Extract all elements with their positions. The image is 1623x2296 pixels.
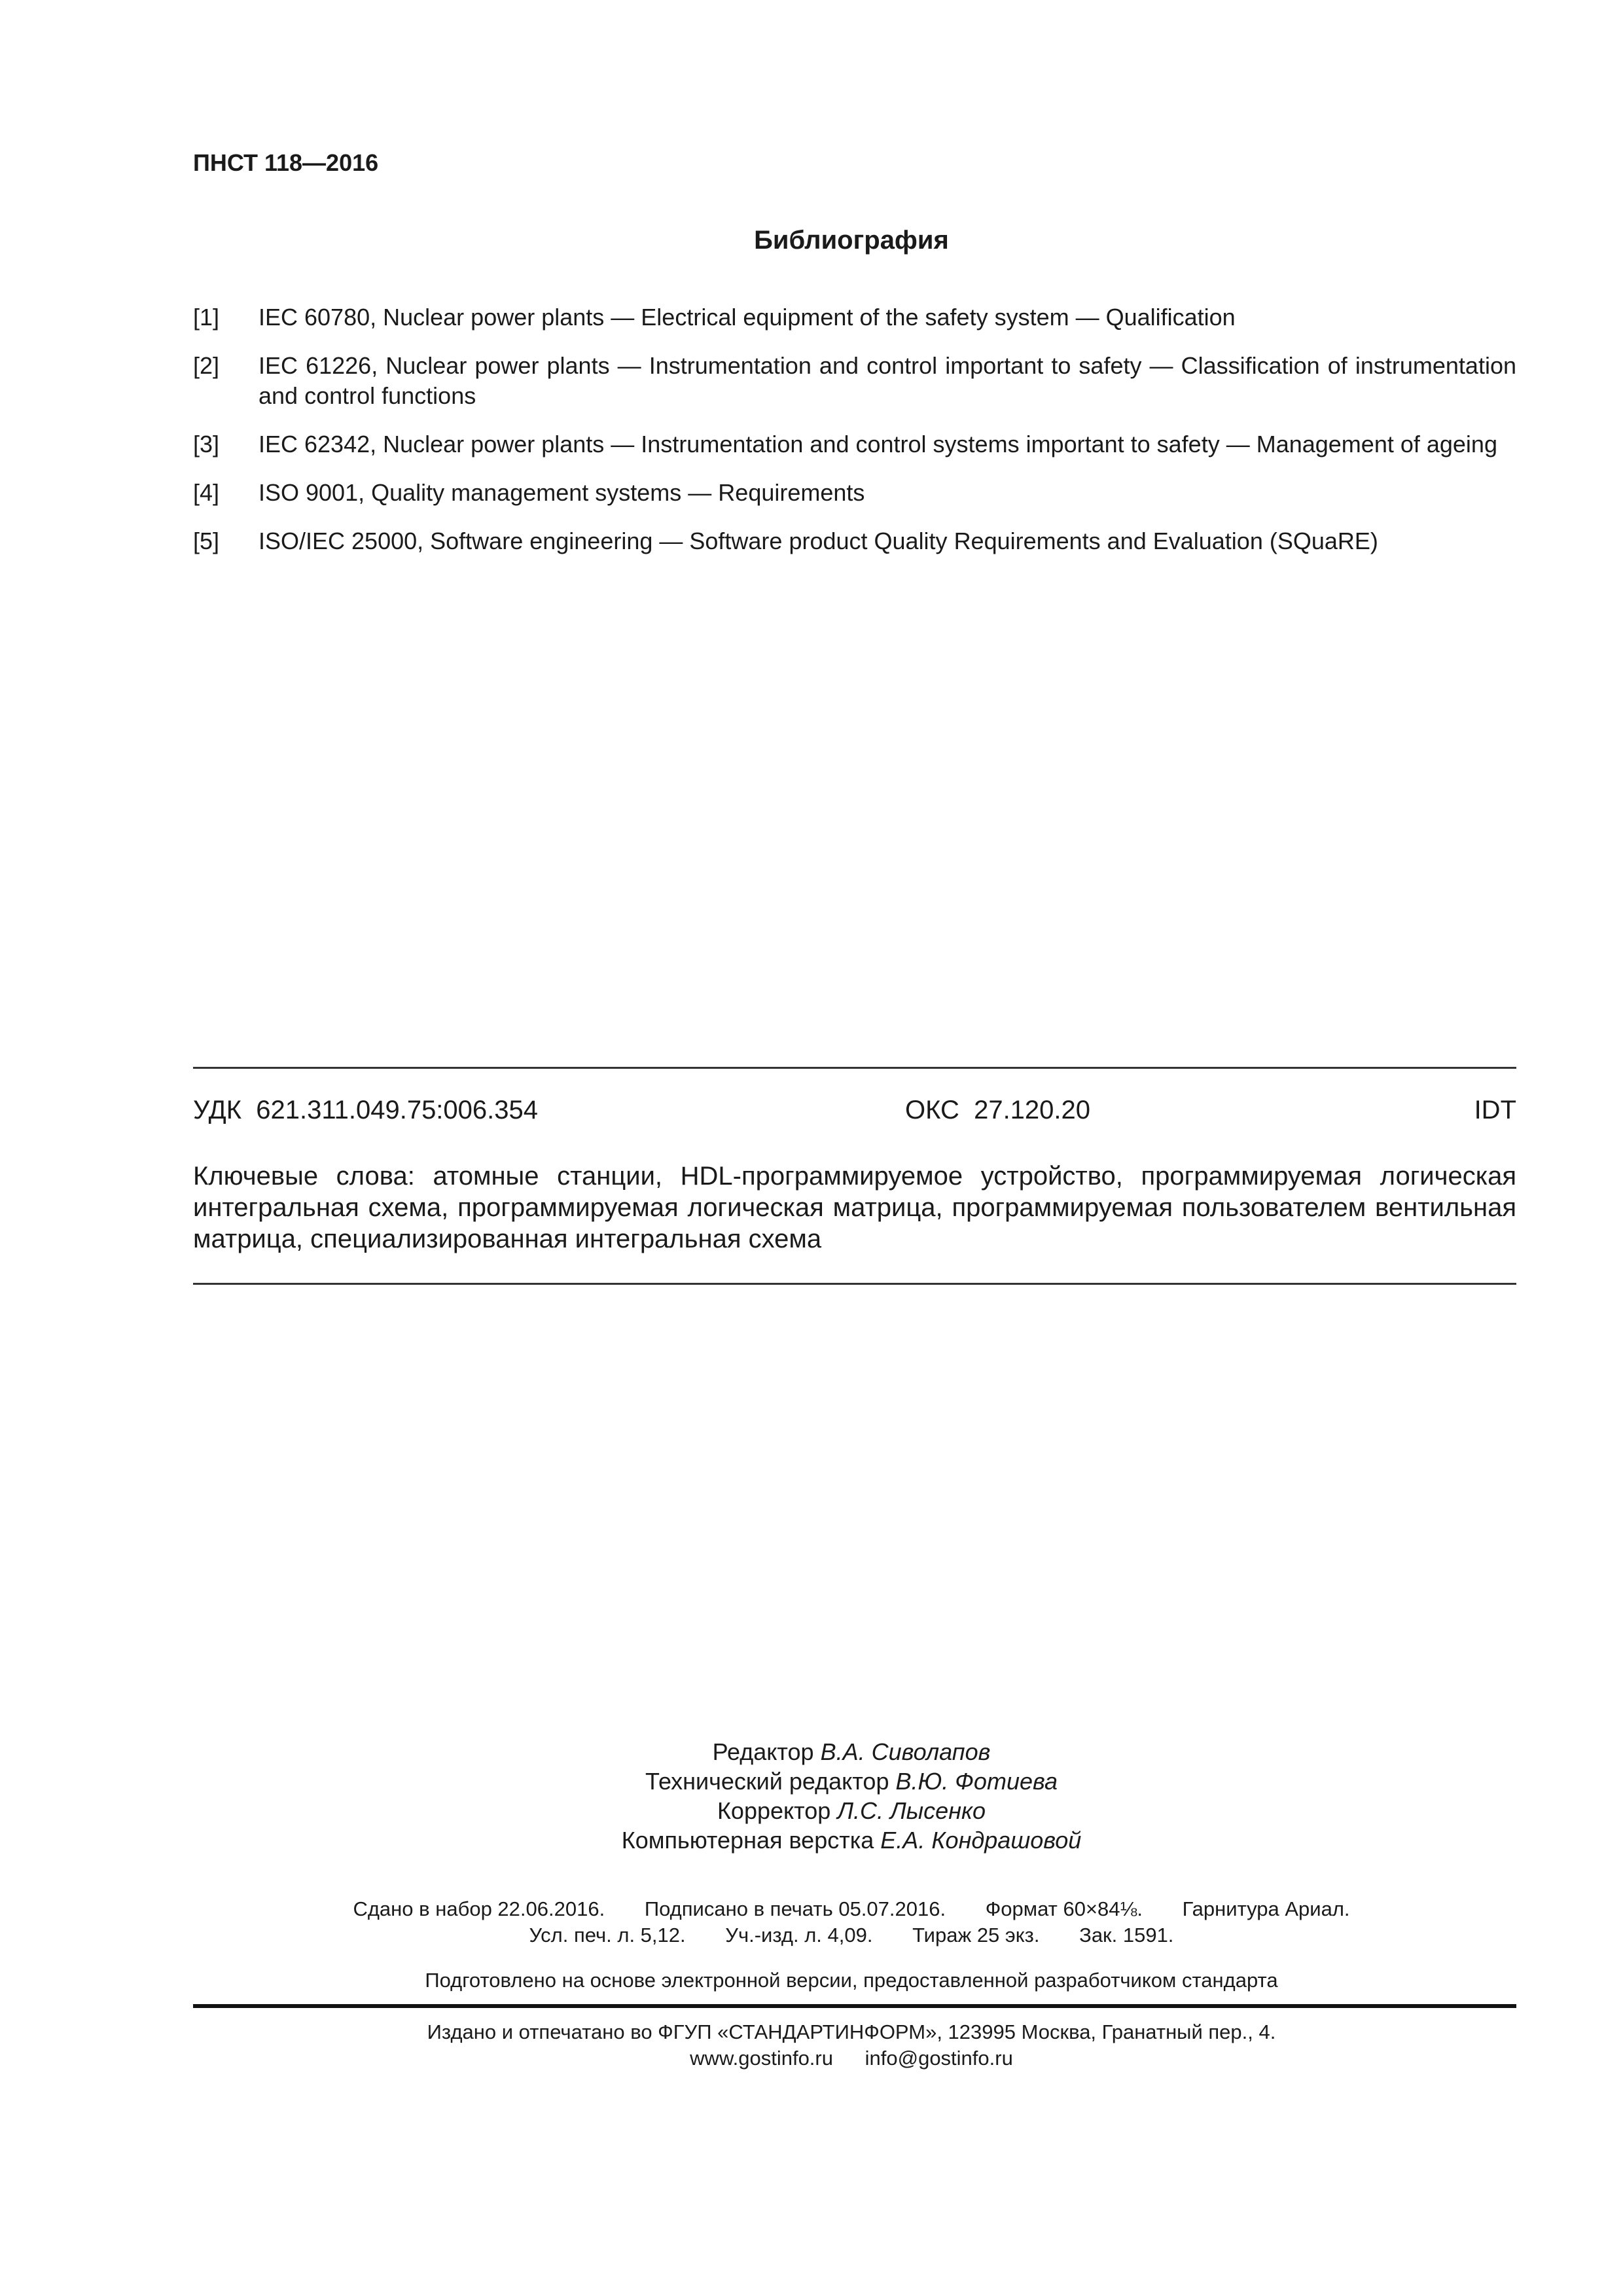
- bibliography-item-text: IEC 60780, Nuclear power plants — Electrical equipment of the safety system — Qualification: [259, 304, 1236, 331]
- editor-line: [0, 1825, 1623, 1855]
- publisher-email-link[interactable]: info@gostinfo.ru: [865, 2047, 1013, 2070]
- publisher-divider: [193, 2004, 1516, 2008]
- print-info-line: [0, 1922, 1623, 1948]
- editor-name: Л.С. Лысенко: [837, 1797, 986, 1824]
- bibliography-item-number: [4]: [193, 479, 220, 506]
- prepared-note: Подготовлено на основе электронной версии, предоставленной разработчиком стандарта: [425, 1969, 1278, 1992]
- print-info-line: [0, 1896, 1623, 1922]
- print-info-item: Уч.-изд. л. 4,09.: [725, 1924, 873, 1946]
- editor-role: Корректор: [717, 1797, 831, 1824]
- bibliography-item: [193, 478, 1516, 508]
- print-info-item: Сдано в набор 22.06.2016.: [353, 1897, 605, 1920]
- editor-role: Технический редактор: [645, 1768, 889, 1795]
- publisher-website-link[interactable]: www.gostinfo.ru: [690, 2047, 833, 2070]
- document-code: ПНСТ 118—2016: [193, 149, 379, 176]
- bibliography-item-text: IEC 61226, Nuclear power plants — Instrumentation and control important to safety — Classification of instrumentation and control functions: [259, 352, 1516, 409]
- editor-name: В.Ю. Фотиева: [895, 1768, 1058, 1795]
- publisher-contacts: [0, 2045, 1623, 2072]
- oks-code: ОКС 27.120.20: [905, 1096, 1091, 1124]
- print-info-item: Тираж 25 экз.: [912, 1924, 1040, 1946]
- print-info: [0, 1896, 1623, 1948]
- bibliography-item-number: [1]: [193, 304, 220, 331]
- keywords: Ключевые слова: атомные станции, HDL-программируемое устройство, программируемая логическая интегральная схема, программируемая логическая матрица, программируемая пользователем вентильная матрица, специализированная интегральная схема: [193, 1162, 1516, 1253]
- bibliography-title: Библиография: [754, 226, 949, 255]
- editors-block: [0, 1737, 1623, 1855]
- editor-role: Компьютерная верстка: [621, 1827, 874, 1854]
- publisher-address: Издано и отпечатано во ФГУП «СТАНДАРТИНФОРМ», 123995 Москва, Гранатный пер., 4.: [427, 2020, 1276, 2043]
- print-info-item: Усл. печ. л. 5,12.: [529, 1924, 686, 1946]
- bibliography-item-number: [2]: [193, 352, 220, 379]
- print-info-item: Подписано в печать 05.07.2016.: [644, 1897, 946, 1920]
- bibliography-item-text: ISO/IEC 25000, Software engineering — Software product Quality Requirements and Evaluation (SQuaRE): [259, 528, 1378, 554]
- bibliography-item: [193, 302, 1516, 332]
- bibliography-item-number: [3]: [193, 431, 220, 457]
- classification-line: [193, 1096, 1516, 1128]
- editor-name: Е.А. Кондрашовой: [880, 1827, 1082, 1854]
- print-info-item: Формат 60×84⅛.: [985, 1897, 1143, 1920]
- bibliography-item-text: IEC 62342, Nuclear power plants — Instrumentation and control systems important to safety — Management of ageing: [259, 431, 1497, 457]
- editor-name: В.А. Сиволапов: [820, 1738, 991, 1765]
- bibliography-item-text: ISO 9001, Quality management systems — Requirements: [259, 479, 865, 506]
- editor-line: [0, 1767, 1623, 1796]
- bibliography-item-number: [5]: [193, 528, 220, 554]
- bibliography-item: [193, 429, 1516, 459]
- editor-line: [0, 1737, 1623, 1767]
- udk-code: УДК 621.311.049.75:006.354: [193, 1096, 539, 1124]
- idt-label: IDT: [1474, 1096, 1516, 1124]
- bottom-divider: [193, 1283, 1516, 1285]
- print-info-item: Гарнитура Ариал.: [1182, 1897, 1350, 1920]
- editor-line: [0, 1796, 1623, 1825]
- top-divider: [193, 1067, 1516, 1069]
- publisher-info: [0, 2019, 1623, 2072]
- bibliography-item: [193, 526, 1516, 556]
- bibliography-item: [193, 351, 1516, 411]
- bibliography-list: [193, 302, 1516, 575]
- editor-role: Редактор: [712, 1738, 814, 1765]
- print-info-item: Зак. 1591.: [1079, 1924, 1174, 1946]
